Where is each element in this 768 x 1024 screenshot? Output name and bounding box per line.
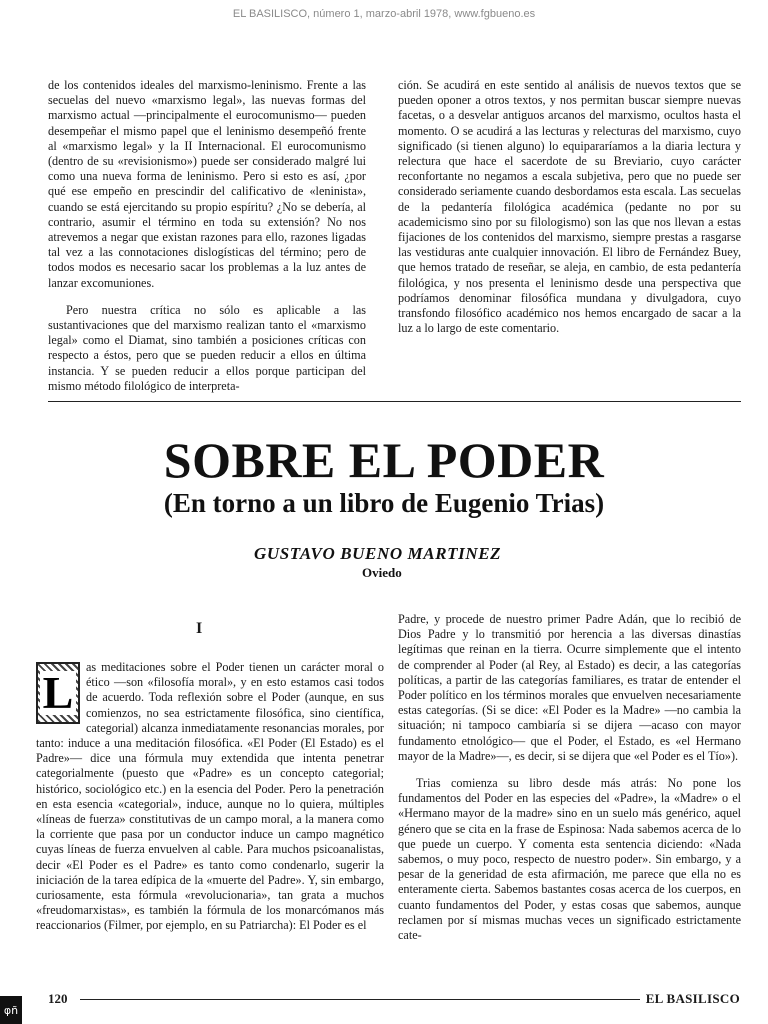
paragraph: de los contenidos ideales del marxismo-leninismo. Frente a las secuelas del nuevo «marxismo legal», las nuevas formas del marxismo actual —principalmente el eurocomunismo— pueden desempeñar el mismo papel que el leninismo desempeñó frente al «marxismo legal» y la II Internacional. El eurocomunismo (dentro de su «revisionismo») puede ser considerado malgré lui como una nueva forma de leninismo. Pero si esto es así, ¿por qué ese empeño en prescindir del calificativo de «leninista», cuando se está ejercitando su propio espíritu? ¿No se debería, al contrario, asumir el término en toda su extensión? No nos atrevemos a negar que existan razones para ello, razones ligadas tal vez a las connotaciones dislogísticas del término; pero de todos modos es necesario sacar los problemas a la luz antes de lanzar excomuniones. xyxy=(48,78,366,290)
paragraph: as meditaciones sobre el Poder tienen un carácter moral o ético —son «filosofía moral», y en esto estamos casi todos de acuerdo. Toda reflexión sobre el Poder (aunque, en sus comienzos, no sea estrictamente filosófica, sino científica, categorial) alcanza inmediatamente resonancias morales, por tanto: induce a una meditación filosófica. «El Poder (El Estado) es el Padre»— dice una fórmula muy extendida que intenta penetrar categorialmente (puesto que «Padre» es un concepto categorial; histórico, sociológico etc.) en la esencia del Poder. Pero la penetración en esta esencia «categorial», induce, aunque no lo quiera, múltiples «líneas de fuerza» constitutivas de un campo moral, a la manera como la corriente que pasa por un conductor induce un campo magnético cuyas líneas de fuerza envuelven al cable. Para muchos psicoanalistas, decir «El Poder es el Padre» es tanto como condenarlo, sugerir la iniciación de la tarea edípica de la «muerte del Padre». Y, sin embargo, curiosamente, esta fórmula «revolucionaria», tan grata a muchos «freudomarxistas», es también la fórmula de los monarcómanos más reaccionarios (Filmer, por ejemplo, en su Patriarcha): El Poder es el xyxy=(36,660,384,933)
paragraph: ción. Se acudirá en este sentido al análisis de nuevos textos que se pueden oponer a otros textos, y nos permitan buscar siempre nuevas facetas, o a desvelar antiguos arcanos del marxismo, ocultos hasta el momento. O se acudirá a las lecturas y relecturas del marxismo, cuyo significado (si tienen alguno) lo equipararíamos a la diaria lectura y relectura que hace el sacerdote de su Breviario, cuyo carácter reconfortante no negamos a escala subjetiva, pero que no puede ser considerado seriamente cuando desbordamos esta escala. Las secuelas de la pedantería filológica académica (pedante no por su academicismo sino por su filologismo) son las que nos llevan a estas fijaciones de los contenidos del marxismo, siempre prestas a rasgarse las vestiduras ante cualquier innovación. El libro de Fernández Buey, que hemos tratado de reseñar, se aleja, en cambio, de esta pedantería filológica, y nos presenta el leninismo desde una perspectiva que podríamos denominar filosófica mundana y divulgadora, cuyo transfondo filosófico académico nos hemos encargado de sacar a la luz a lo largo de este comentario. xyxy=(398,78,741,336)
top-left-column xyxy=(48,78,366,394)
paragraph: Pero nuestra crítica no sólo es aplicable a las sustantivaciones que del marxismo realizan tanto el «marxismo legal» como el Diamat, sino también a posiciones críticas con respecto a éstos, pero que se pueden reducir a ellos en última instancia. Y se pueden reducir a ellos porque participan del mismo método filológico de interpreta- xyxy=(48,302,366,393)
bottom-right-column xyxy=(398,612,741,943)
page-number: 120 xyxy=(48,991,68,1006)
footer-rule xyxy=(80,999,640,1000)
article-subtitle: (En torno a un libro de Eugenio Trias) xyxy=(163,488,605,518)
author-location: Oviedo xyxy=(362,565,402,580)
dropcap-initial xyxy=(36,662,80,724)
publication-name: EL BASILISCO xyxy=(645,991,740,1006)
paragraph: Padre, y procede de nuestro primer Padre Adán, que lo recibió de Dios Padre y lo transmitió por herencia a las diversas dinastías legítimas que reinan en la tierra. Ocurre simplemente que el intento de comprender al Poder (al Rey, al Estado) es decir, a las categorías políticas, a partir de las categorías familiares, es tratar de entender el Poder político en los términos morales que envuelven necesariamente estas categorías. (Si se dice: «El Poder es la Madre» —no cambia la situación; ni tampoco cambiaría si se dijera —acaso con mayor fundamento etnológico— que el Poder, el Estado, es «el Hermano mayor de la Madre»—, es decir, si se dijera que «el Poder es el Tío»). xyxy=(398,612,741,763)
section-divider xyxy=(48,401,741,402)
publisher-logo-icon: φñ xyxy=(0,996,22,1024)
top-right-column xyxy=(398,78,741,336)
section-number: I xyxy=(196,620,203,637)
article-title: SOBRE EL PODER xyxy=(163,432,605,488)
running-header: EL BASILISCO, número 1, marzo-abril 1978, www.fgbueno.es xyxy=(232,8,536,20)
dropcap-letter: L xyxy=(40,671,77,715)
paragraph: Trias comienza su libro desde más atrás: No pone los fundamentos del Poder en las especies del «Padre», la «Madre» o el «Hermano mayor de la madre» sino en un suelo más genérico, aquel género que se cita en la frase de Espinosa: Nada sabemos acerca de lo que puede un cuerpo. Y comenta esta sentencia diciendo: «Nada sabemos, o muy poco, respecto de nuestro poder». Sin embargo, y a pesar de la generidad de esta afirmación, me parece que ella no es enteramente cierta. Sabemos bastantes cosas acerca de los cuerpos, en cuanto fundamentos del Poder, y estas cosas que sabemos, aunque reclamen por sí mismas muchas veces un significado estrictamente cate- xyxy=(398,776,741,943)
bottom-left-column xyxy=(36,660,384,934)
author-name: GUSTAVO BUENO MARTINEZ xyxy=(254,544,502,563)
